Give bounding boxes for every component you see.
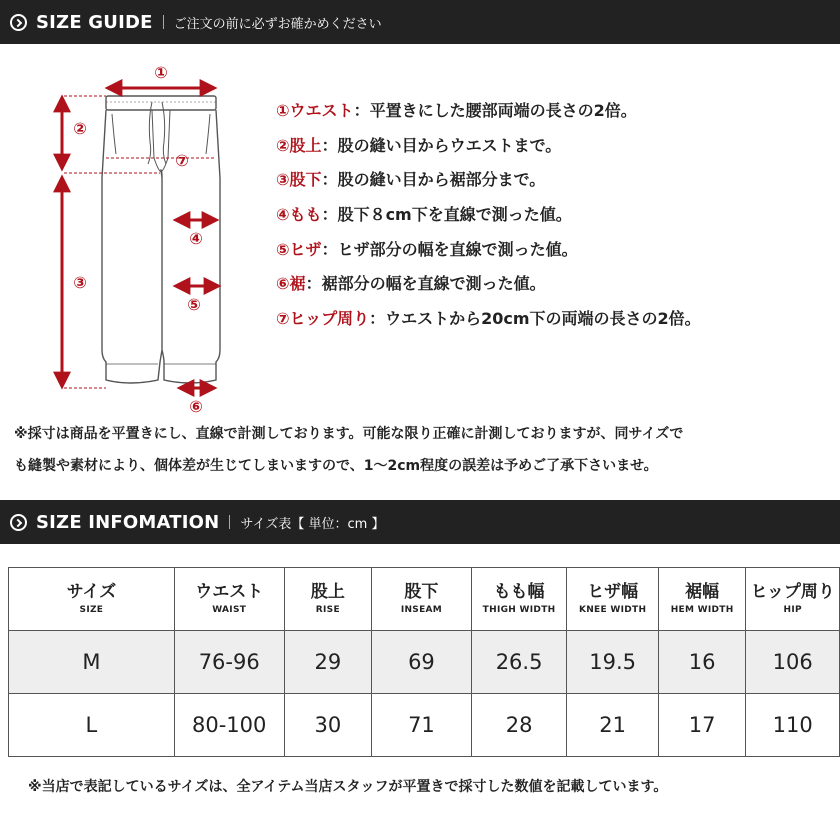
legend-item-thigh [276, 196, 701, 231]
header-hem-width: 裾幅 HEM WIDTH [658, 568, 745, 631]
header-inseam: 股下 INSEAM [372, 568, 472, 631]
header-thigh-width: もも幅 THIGH WIDTH [471, 568, 567, 631]
header-divider [229, 515, 230, 529]
cell-thigh-width: 26.5 [471, 631, 567, 694]
marker-6: ⑥ [189, 397, 203, 416]
cell-hip: 110 [746, 694, 840, 757]
header-divider [163, 15, 164, 29]
cell-inseam: 71 [372, 694, 472, 757]
legend-desc: ：股の縫い目から裾部分まで。 [321, 170, 546, 190]
legend-desc: ：ヒザ部分の幅を直線で測った値。 [321, 239, 578, 259]
table-header-row [9, 568, 840, 631]
measurement-note-line-2: も縫製や素材により、個体差が生じてしまいますので、1〜2cm程度の誤差は予めご了承下さいませ。 [14, 458, 658, 474]
legend-item-knee [276, 231, 701, 266]
cell-inseam: 69 [372, 631, 472, 694]
size-guide-subtitle: ご注文の前に必ずお確かめください [173, 16, 382, 32]
chevron-right-circle-icon [10, 14, 27, 31]
marker-7: ⑦ [175, 151, 189, 170]
legend-key: ①ウエスト [276, 100, 354, 120]
chevron-right-circle-icon [10, 514, 27, 531]
marker-5: ⑤ [187, 295, 201, 314]
cell-waist: 76-96 [174, 631, 284, 694]
header-rise: 股上 RISE [284, 568, 371, 631]
marker-4: ④ [189, 229, 203, 248]
header-knee-width: ヒザ幅 KNEE WIDTH [567, 568, 659, 631]
cell-rise: 30 [284, 694, 371, 757]
header-size: サイズ SIZE [9, 568, 175, 631]
legend-desc: ：股下８cm下を直線で測った値。 [321, 204, 572, 224]
legend-desc: ：平置きにした腰部両端の長さの2倍。 [353, 100, 637, 120]
legend-item-inseam [276, 161, 701, 196]
legend-item-rise [276, 127, 701, 162]
cell-hip: 106 [746, 631, 840, 694]
size-table-note: ※当店で表記しているサイズは、全アイテム当店スタッフが平置きで採寸した数値を記載しています。 [28, 779, 668, 795]
cell-waist: 80-100 [174, 694, 284, 757]
measurement-note-line-1: ※採寸は商品を平置きにし、直線で計測しております。可能な限り正確に計測しておりますが、同サイズで [14, 426, 684, 442]
header-waist: ウエスト WAIST [174, 568, 284, 631]
table-row [9, 694, 840, 757]
legend-key: ③股下 [276, 170, 322, 190]
table-row [9, 631, 840, 694]
legend-key: ②股上 [276, 135, 322, 155]
legend-item-hem [276, 265, 701, 300]
legend-desc: ：股の縫い目からウエストまで。 [321, 135, 562, 155]
legend-desc: ：裾部分の幅を直線で測った値。 [305, 274, 546, 294]
size-table [8, 567, 840, 757]
legend-desc: ：ウエストから20cm下の両端の長さの2倍。 [369, 308, 701, 328]
legend-key: ④もも [276, 204, 322, 224]
cell-thigh-width: 28 [471, 694, 567, 757]
marker-3: ③ [73, 273, 87, 292]
cell-hem-width: 16 [658, 631, 745, 694]
pants-measurement-diagram [40, 58, 250, 418]
cell-hem-width: 17 [658, 694, 745, 757]
cell-knee-width: 21 [567, 694, 659, 757]
size-info-header [0, 500, 840, 544]
marker-1: ① [154, 63, 168, 82]
size-guide-title: SIZE GUIDE [36, 11, 153, 33]
legend-key: ⑤ヒザ [276, 239, 322, 259]
marker-2: ② [73, 119, 87, 138]
legend-item-waist [276, 92, 701, 127]
legend-key: ⑥裾 [276, 274, 306, 294]
cell-size: M [9, 631, 175, 694]
header-hip: ヒップ周り HIP [746, 568, 840, 631]
cell-knee-width: 19.5 [567, 631, 659, 694]
size-guide-header [0, 0, 840, 44]
size-info-title: SIZE INFOMATION [36, 511, 220, 533]
size-info-subtitle: サイズ表【 単位：cm 】 [240, 516, 385, 532]
cell-size: L [9, 694, 175, 757]
legend-item-hip [276, 300, 701, 335]
cell-rise: 29 [284, 631, 371, 694]
measurement-legend [276, 92, 701, 335]
legend-key: ⑦ヒップ周り [276, 308, 370, 328]
